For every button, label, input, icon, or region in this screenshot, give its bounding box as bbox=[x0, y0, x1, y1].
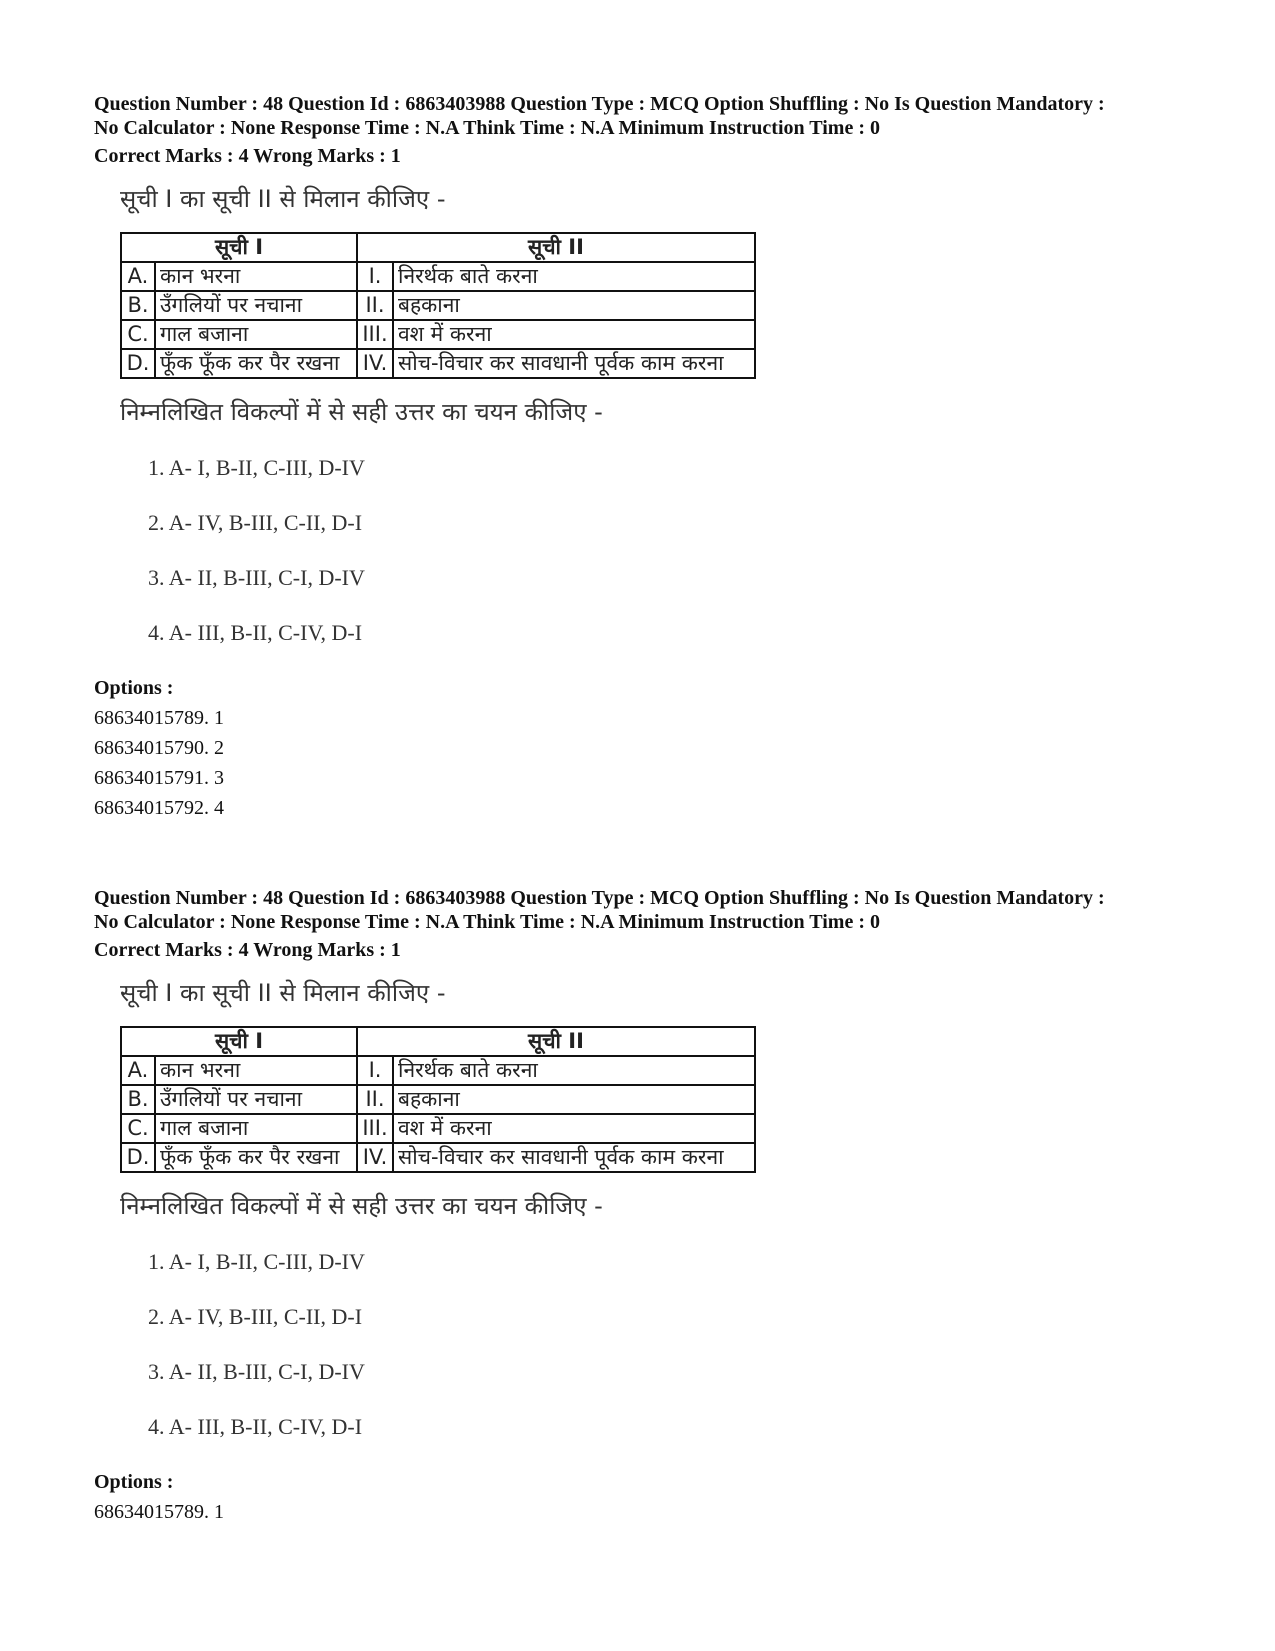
answer-choice: 3. A- II, B-III, C-I, D-IV bbox=[148, 1359, 365, 1384]
row-numeral: III. bbox=[357, 1114, 393, 1143]
answer-choice: 2. A- IV, B-III, C-II, D-I bbox=[148, 510, 363, 535]
row-item-list-2: वश में करना bbox=[393, 320, 755, 349]
header-list-1: सूची I bbox=[121, 1027, 357, 1056]
row-item-list-1: उँगलियों पर नचाना bbox=[155, 1085, 357, 1114]
row-item-list-1: उँगलियों पर नचाना bbox=[155, 291, 357, 320]
row-letter: A. bbox=[121, 262, 155, 291]
option-item: 68634015789. 1 bbox=[94, 1501, 224, 1523]
row-item-list-1: गाल बजाना bbox=[155, 1114, 357, 1143]
row-item-list-2: सोच-विचार कर सावधानी पूर्वक काम करना bbox=[393, 349, 755, 378]
row-item-list-1: कान भरना bbox=[155, 262, 357, 291]
row-letter: D. bbox=[121, 1143, 155, 1172]
row-numeral: II. bbox=[357, 1085, 393, 1114]
options-heading: Options : bbox=[94, 677, 174, 699]
row-letter: B. bbox=[121, 291, 155, 320]
question-prompt: सूची I का सूची II से मिलान कीजिए - bbox=[120, 979, 446, 1007]
question-content bbox=[120, 962, 1204, 1467]
row-numeral: I. bbox=[357, 1056, 393, 1085]
question-marks: Correct Marks : 4 Wrong Marks : 1 bbox=[94, 939, 401, 961]
question-meta-line-1: Question Number : 48 Question Id : 6863403988 Question Type : MCQ Option Shuffling : No Is Question Mandatory : bbox=[94, 887, 1105, 909]
answer-choice: 4. A- III, B-II, C-IV, D-I bbox=[148, 620, 363, 645]
row-item-list-2: निरर्थक बाते करना bbox=[393, 262, 755, 291]
option-item: 68634015792. 4 bbox=[94, 797, 224, 819]
option-item: 68634015791. 3 bbox=[94, 767, 224, 789]
question-block-1 bbox=[94, 92, 1204, 823]
answer-choice: 3. A- II, B-III, C-I, D-IV bbox=[148, 565, 365, 590]
row-letter: A. bbox=[121, 1056, 155, 1085]
table-row bbox=[121, 349, 755, 378]
choice-instruction: निम्नलिखित विकल्पों में से सही उत्तर का चयन कीजिए - bbox=[120, 1192, 603, 1220]
answer-choice: 2. A- IV, B-III, C-II, D-I bbox=[148, 1304, 363, 1329]
row-item-list-1: फूँक फूँक कर पैर रखना bbox=[155, 349, 357, 378]
question-prompt: सूची I का सूची II से मिलान कीजिए - bbox=[120, 185, 446, 213]
answer-choice: 1. A- I, B-II, C-III, D-IV bbox=[148, 1249, 365, 1274]
row-item-list-2: बहकाना bbox=[393, 291, 755, 320]
question-block-2 bbox=[94, 886, 1204, 1527]
answer-choices bbox=[148, 453, 1204, 673]
header-list-2: सूची II bbox=[357, 1027, 755, 1056]
question-meta-line-1: Question Number : 48 Question Id : 6863403988 Question Type : MCQ Option Shuffling : No Is Question Mandatory : bbox=[94, 93, 1105, 115]
question-meta-line-2: No Calculator : None Response Time : N.A Think Time : N.A Minimum Instruction Time : 0 bbox=[94, 911, 880, 933]
table-row bbox=[121, 262, 755, 291]
table-row bbox=[121, 320, 755, 349]
options-heading: Options : bbox=[94, 1471, 174, 1493]
row-numeral: III. bbox=[357, 320, 393, 349]
row-numeral: IV. bbox=[357, 1143, 393, 1172]
table-row bbox=[121, 1056, 755, 1085]
table-row bbox=[121, 291, 755, 320]
match-table-header bbox=[121, 233, 755, 262]
row-item-list-2: निरर्थक बाते करना bbox=[393, 1056, 755, 1085]
row-letter: B. bbox=[121, 1085, 155, 1114]
option-item: 68634015789. 1 bbox=[94, 707, 224, 729]
row-letter: D. bbox=[121, 349, 155, 378]
row-numeral: IV. bbox=[357, 349, 393, 378]
row-item-list-1: फूँक फूँक कर पैर रखना bbox=[155, 1143, 357, 1172]
row-letter: C. bbox=[121, 320, 155, 349]
answer-choice: 4. A- III, B-II, C-IV, D-I bbox=[148, 1414, 363, 1439]
row-item-list-2: वश में करना bbox=[393, 1114, 755, 1143]
header-list-2: सूची II bbox=[357, 233, 755, 262]
table-row bbox=[121, 1085, 755, 1114]
row-letter: C. bbox=[121, 1114, 155, 1143]
match-table bbox=[120, 232, 756, 379]
header-list-1: सूची I bbox=[121, 233, 357, 262]
row-numeral: II. bbox=[357, 291, 393, 320]
question-content bbox=[120, 168, 1204, 673]
row-item-list-1: कान भरना bbox=[155, 1056, 357, 1085]
answer-choice: 1. A- I, B-II, C-III, D-IV bbox=[148, 455, 365, 480]
match-table bbox=[120, 1026, 756, 1173]
match-table-header bbox=[121, 1027, 755, 1056]
table-row bbox=[121, 1143, 755, 1172]
question-marks: Correct Marks : 4 Wrong Marks : 1 bbox=[94, 145, 401, 167]
row-numeral: I. bbox=[357, 262, 393, 291]
row-item-list-2: बहकाना bbox=[393, 1085, 755, 1114]
answer-choices bbox=[148, 1247, 1204, 1467]
option-item: 68634015790. 2 bbox=[94, 737, 224, 759]
row-item-list-2: सोच-विचार कर सावधानी पूर्वक काम करना bbox=[393, 1143, 755, 1172]
question-meta-line-2: No Calculator : None Response Time : N.A Think Time : N.A Minimum Instruction Time : 0 bbox=[94, 117, 880, 139]
choice-instruction: निम्नलिखित विकल्पों में से सही उत्तर का चयन कीजिए - bbox=[120, 398, 603, 426]
row-item-list-1: गाल बजाना bbox=[155, 320, 357, 349]
table-row bbox=[121, 1114, 755, 1143]
